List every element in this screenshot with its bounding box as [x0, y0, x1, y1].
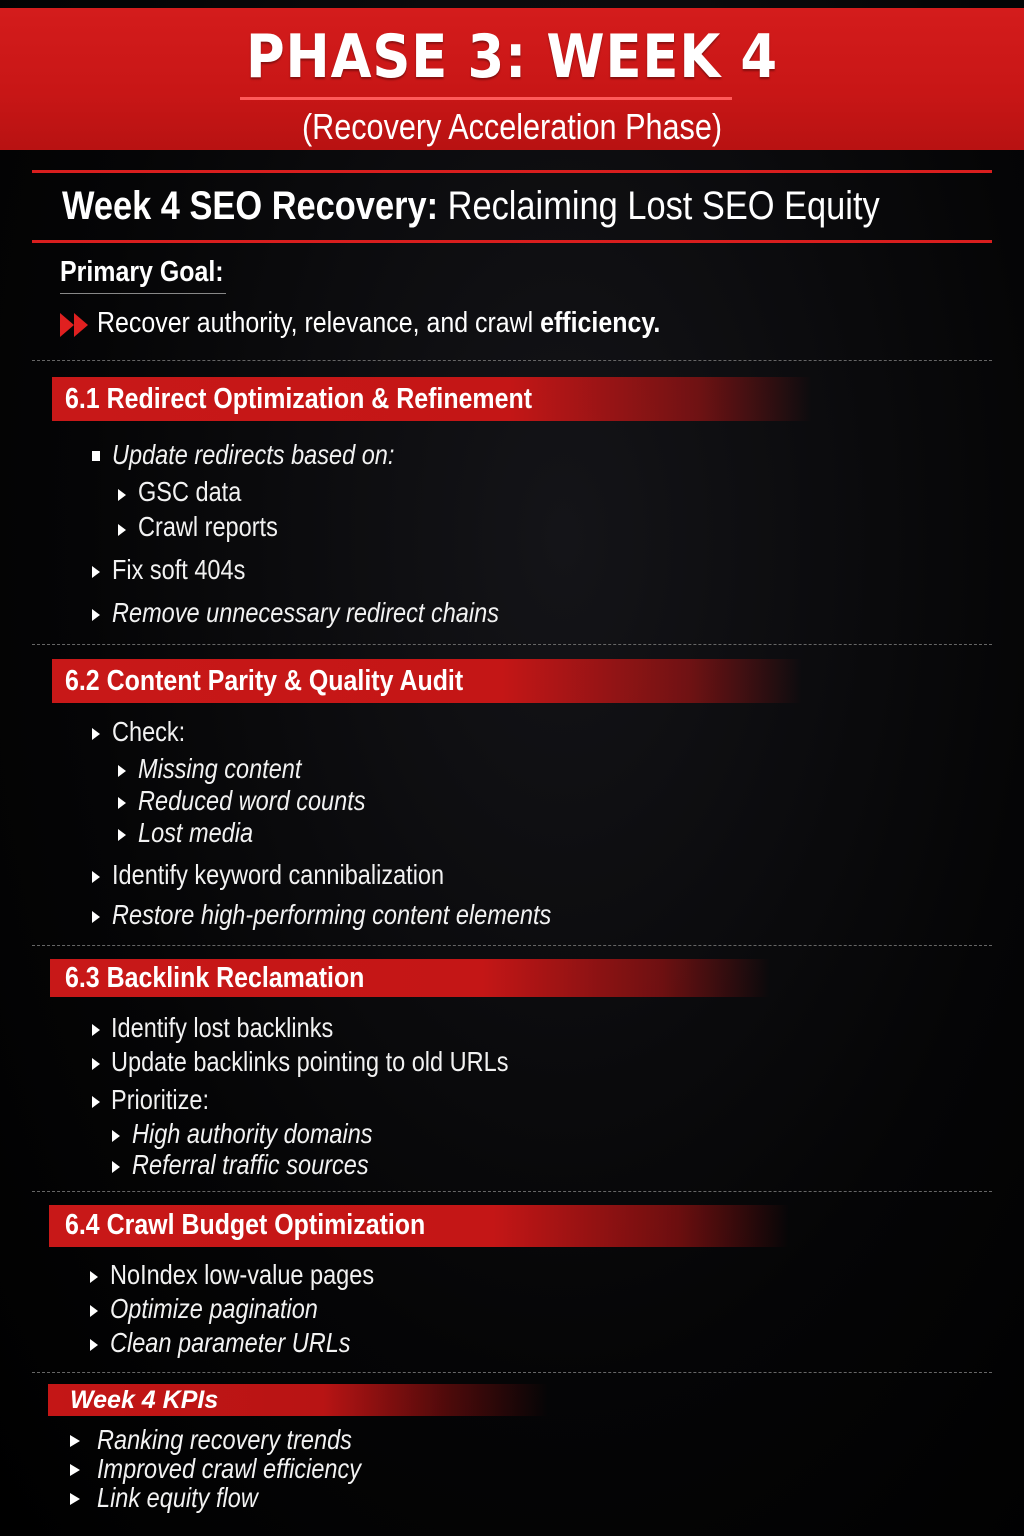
- kpi-item: Improved crawl efficiency: [97, 1453, 362, 1484]
- section-header-6-4: [49, 1205, 789, 1247]
- list-item: Missing content: [138, 753, 302, 784]
- kpi-header: [48, 1384, 548, 1416]
- list-item: Referral traffic sources: [132, 1149, 369, 1180]
- list-item: GSC data: [138, 476, 242, 507]
- section-title: 6.3 Backlink Reclamation: [65, 962, 365, 994]
- double-arrow-icon: [60, 313, 90, 337]
- section-title: 6.1 Redirect Optimization & Refinement: [65, 383, 533, 415]
- bullet-icon: [118, 489, 126, 501]
- bullet-icon: [92, 871, 100, 883]
- bullet-icon: [92, 609, 100, 621]
- bullet-icon: [90, 1305, 98, 1317]
- list-item: Crawl reports: [138, 511, 278, 542]
- page-title: PHASE 3: WEEK 4: [245, 22, 779, 92]
- section-header-6-2: [52, 659, 802, 703]
- week-title: [62, 184, 880, 229]
- section-title: 6.2 Content Parity & Quality Audit: [65, 665, 464, 697]
- list-item: Update backlinks pointing to old URLs: [111, 1046, 509, 1077]
- list-item: High authority domains: [132, 1118, 373, 1149]
- divider: [32, 1372, 992, 1373]
- divider: [32, 1191, 992, 1192]
- bullet-icon: [70, 1435, 80, 1447]
- bullet-icon: [90, 1271, 98, 1283]
- week-title-bold: Week 4 SEO Recovery:: [62, 184, 439, 228]
- goal-text: [97, 307, 660, 340]
- week-title-rest: Reclaiming Lost SEO Equity: [438, 184, 880, 228]
- bullet-icon: [70, 1493, 80, 1505]
- top-rule: [32, 170, 992, 173]
- list-item: Restore high-performing content elements: [112, 899, 552, 930]
- list-item: Optimize pagination: [110, 1293, 318, 1324]
- bullet-icon: [92, 1096, 100, 1108]
- bullet-icon: [70, 1464, 80, 1476]
- divider: [32, 945, 992, 946]
- bullet-icon: [92, 911, 100, 923]
- divider: [32, 360, 992, 361]
- goal-text-bold: efficiency.: [540, 307, 661, 339]
- bottom-rule: [32, 240, 992, 243]
- bullet-icon: [112, 1161, 120, 1173]
- goal-underline: [60, 293, 226, 294]
- bullet-icon: [90, 1339, 98, 1351]
- bullet-icon: [92, 1058, 100, 1070]
- bullet-icon: [92, 566, 100, 578]
- list-item: Update redirects based on:: [112, 439, 395, 470]
- list-item: Clean parameter URLs: [110, 1327, 351, 1358]
- list-item: Remove unnecessary redirect chains: [112, 597, 499, 628]
- goal-label: Primary Goal:: [60, 256, 224, 288]
- kpi-item: Link equity flow: [97, 1482, 258, 1513]
- list-item: Reduced word counts: [138, 785, 366, 816]
- list-item: Prioritize:: [111, 1084, 210, 1115]
- bullet-icon: [92, 1024, 100, 1036]
- bullet-icon: [92, 451, 100, 461]
- list-item: Identify keyword cannibalization: [112, 859, 445, 890]
- divider: [32, 644, 992, 645]
- title-underline: [240, 97, 732, 100]
- list-item: Check:: [112, 716, 186, 747]
- bullet-icon: [118, 524, 126, 536]
- section-header-6-3: [50, 959, 770, 997]
- section-header-6-1: [52, 377, 812, 421]
- list-item: Lost media: [138, 817, 254, 848]
- goal-text-main: Recover authority, relevance, and crawl: [97, 307, 541, 339]
- bullet-icon: [112, 1130, 120, 1142]
- section-title: 6.4 Crawl Budget Optimization: [65, 1209, 426, 1241]
- kpi-item: Ranking recovery trends: [97, 1424, 352, 1455]
- header-banner: [0, 8, 1024, 150]
- page-subtitle: (Recovery Acceleration Phase): [301, 106, 723, 147]
- list-item: Fix soft 404s: [112, 554, 246, 585]
- bullet-icon: [92, 728, 100, 740]
- list-item: NoIndex low-value pages: [110, 1259, 375, 1290]
- bullet-icon: [118, 829, 126, 841]
- list-item: Identify lost backlinks: [111, 1012, 334, 1043]
- bullet-icon: [118, 797, 126, 809]
- kpi-title: Week 4 KPIs: [70, 1386, 219, 1414]
- bullet-icon: [118, 765, 126, 777]
